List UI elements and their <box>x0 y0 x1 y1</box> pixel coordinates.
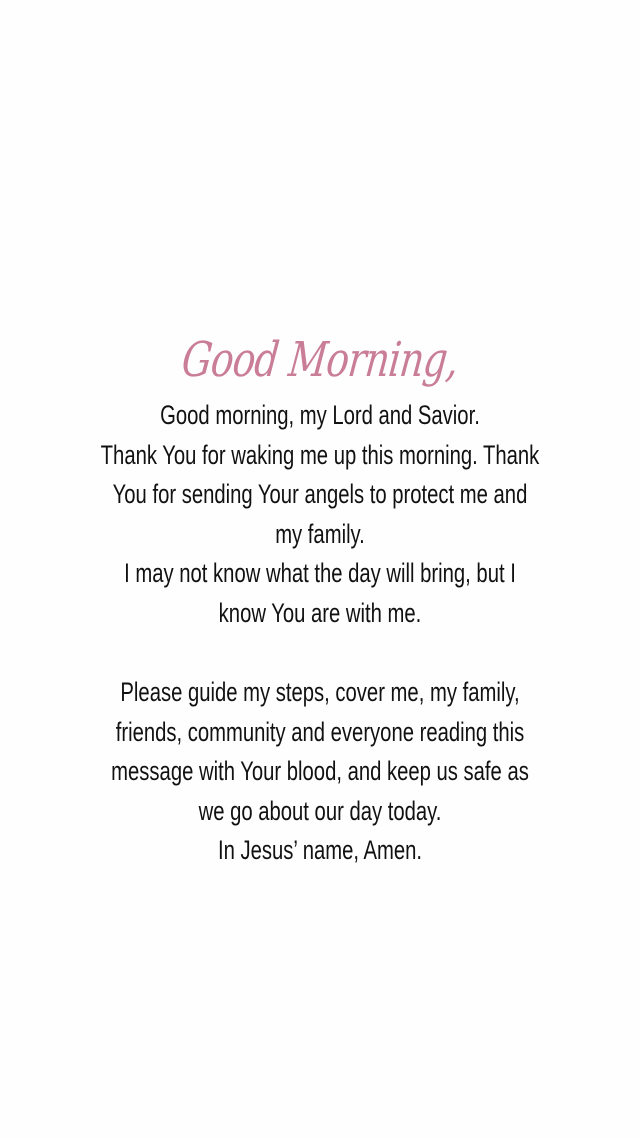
prayer-line: message with Your blood, and keep us safe as <box>111 756 529 786</box>
prayer-paragraph-1 <box>43 396 598 633</box>
prayer-line: Good morning, my Lord and Savior. <box>160 400 480 430</box>
prayer-line: we go about our day today. <box>198 795 442 826</box>
prayer-line: You for sending Your angels to protect me and <box>112 479 528 509</box>
prayer-line: my family. <box>275 518 365 549</box>
prayer-paragraph-2 <box>43 673 598 871</box>
prayer-line: know You are with me. <box>218 597 422 628</box>
prayer-line: Thank You for waking me up this morning. Thank <box>100 439 540 470</box>
prayer-line: Please guide my steps, cover me, my family, <box>120 677 520 707</box>
prayer-line: I may not know what the day will bring, but I <box>124 558 516 588</box>
prayer-line: friends, community and everyone reading this <box>115 716 525 747</box>
prayer-card <box>0 330 640 871</box>
greeting-heading: Good Morning, <box>179 332 461 388</box>
prayer-line: In Jesus’ name, Amen. <box>217 835 423 865</box>
paragraph-spacer <box>0 633 640 673</box>
